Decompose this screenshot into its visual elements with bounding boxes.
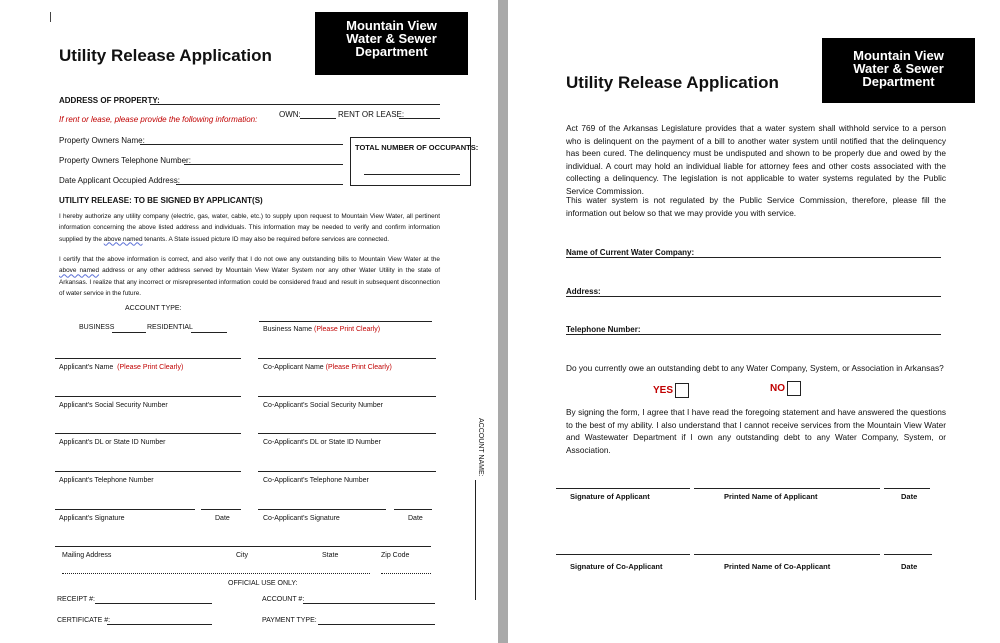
- mailing-label: Mailing Address: [62, 552, 112, 559]
- co-applicant-name-text: Co-Applicant Name: [263, 364, 324, 371]
- authorization-text-underlined: above named: [103, 235, 143, 243]
- business-label: BUSINESS: [79, 324, 115, 331]
- owners-phone-label: Property Owners Telephone Number:: [59, 156, 191, 165]
- print-clearly-note: (Please Print Clearly): [313, 326, 381, 333]
- co-signature-date-field[interactable]: [394, 509, 432, 510]
- address-label: Address:: [566, 287, 601, 296]
- debt-question: Do you currently owe an outstanding debt to any Water Company, System, or Association in Arkansas?: [566, 363, 944, 373]
- logo-line-2: Water & Sewer: [853, 61, 944, 76]
- co-dl-field[interactable]: [258, 433, 436, 434]
- payment-type-label: PAYMENT TYPE:: [262, 617, 317, 624]
- co-applicant-name-label: [263, 364, 392, 371]
- release-heading: UTILITY RELEASE: TO BE SIGNED BY APPLICANT(S): [59, 196, 263, 205]
- authorization-text-b: tenants. A State issued picture ID may also be required before services are connected.: [142, 235, 390, 243]
- owners-name-field[interactable]: [140, 144, 343, 145]
- business-name-text: Business Name: [263, 326, 313, 333]
- co-signature-date-label: Date: [408, 515, 423, 522]
- address-field[interactable]: [150, 104, 440, 105]
- owners-phone-field[interactable]: [184, 164, 343, 165]
- applicant-printed-name-field[interactable]: [694, 488, 880, 489]
- co-applicant-signature-label: Signature of Co-Applicant: [570, 562, 663, 571]
- signature-date-field[interactable]: [201, 509, 241, 510]
- phone-field[interactable]: [55, 471, 241, 472]
- state-label: State: [322, 552, 339, 559]
- applicant-signature-field[interactable]: [556, 488, 690, 489]
- occupants-label: TOTAL NUMBER OF OCCUPANTS:: [355, 143, 479, 152]
- account-name-label: ACCOUNT NAME:: [477, 418, 484, 477]
- department-logo: [315, 12, 468, 75]
- co-applicant-date-field[interactable]: [884, 554, 932, 555]
- telephone-field[interactable]: [566, 334, 941, 335]
- current-company-label: Name of Current Water Company:: [566, 248, 695, 257]
- dl-label: Applicant's DL or State ID Number: [59, 439, 166, 446]
- address-label: ADDRESS OF PROPERTY:: [59, 96, 160, 105]
- co-applicant-printed-name-field[interactable]: [694, 554, 880, 555]
- own-field[interactable]: [300, 118, 336, 119]
- co-signature-label: Co-Applicant's Signature: [263, 515, 340, 522]
- certification-text-b: address or any other address served by Mountain View Water System nor any other Water Utility in the state of Arkansas. I realize that any incorrect or misrepresented information could be considered fraud and result in subsequent disconnection of water service in the future.: [59, 267, 440, 297]
- signature-date-label: Date: [215, 515, 230, 522]
- applicant-name-field[interactable]: [55, 358, 241, 359]
- co-signature-field[interactable]: [258, 509, 386, 510]
- logo-line-2: Water & Sewer: [346, 31, 437, 46]
- page-title: Utility Release Application: [59, 46, 272, 65]
- text-cursor: [50, 12, 51, 22]
- account-number-label: ACCOUNT #:: [262, 596, 305, 603]
- certification-text-underlined: above named: [59, 267, 100, 275]
- co-applicant-printed-name-label: Printed Name of Co-Applicant: [724, 562, 831, 571]
- owners-name-label: Property Owners Name:: [59, 136, 145, 145]
- receipt-label: RECEIPT #:: [57, 596, 95, 603]
- co-phone-label: Co-Applicant's Telephone Number: [263, 477, 369, 484]
- certificate-label: CERTIFICATE #:: [57, 617, 111, 624]
- no-checkbox[interactable]: [787, 381, 801, 396]
- logo-line-3: Department: [862, 74, 935, 89]
- account-type-label: ACCOUNT TYPE:: [125, 305, 182, 312]
- no-option[interactable]: [770, 381, 801, 396]
- agreement-paragraph: By signing the form, I agree that I have read the foregoing statement and have answered the questions to the best of my ability. I also understand that I cannot receive services from the Mountain View Water and Wastewater Department if I own any outstanding debt to any Water Company, System, or Association.: [566, 407, 946, 455]
- official-use-label: OFFICIAL USE ONLY:: [228, 580, 298, 587]
- business-name-label: [263, 326, 380, 333]
- receipt-field[interactable]: [95, 603, 212, 604]
- mailing-address-field[interactable]: [62, 573, 370, 574]
- business-field[interactable]: [112, 332, 146, 333]
- co-applicant-signature-field[interactable]: [556, 554, 690, 555]
- telephone-label: Telephone Number:: [566, 325, 641, 334]
- legislation-paragraph: Act 769 of the Arkansas Legislature provides that a water system shall withhold service to a person who is delinquent on the payment of a bill to another water system until notified that the delinquency has been cured. The delinquency must be undisputed and shown to be properly due and owed by the individual. A court may hold an individual liable for attorney fees and other costs associated with the collecting a delinquency. The legislation is not applicable to water systems regulated by the Public Service Commission.: [566, 123, 946, 196]
- mailing-top-line: [55, 546, 431, 547]
- own-label: OWN:: [279, 110, 301, 119]
- occupants-box: [350, 137, 479, 186]
- applicant-name-text: Applicant's Name: [59, 364, 114, 371]
- yes-checkbox[interactable]: [675, 383, 689, 398]
- date-occupied-field[interactable]: [176, 184, 343, 185]
- regulation-paragraph: This water system is not regulated by the Public Service Commission, therefore, please fill the information out below so that we may provide you with service.: [566, 195, 946, 218]
- certification-text-a: I certify that the above information is correct, and also verify that I do not owe any outstanding bills to Mountain View Water at the: [59, 256, 440, 263]
- no-label: NO: [770, 383, 785, 395]
- co-ssn-field[interactable]: [258, 396, 436, 397]
- ssn-field[interactable]: [55, 396, 241, 397]
- date-occupied-label: Date Applicant Occupied Address:: [59, 176, 180, 185]
- payment-type-field[interactable]: [318, 624, 435, 625]
- form-page-1: [0, 0, 498, 643]
- business-name-field[interactable]: [259, 321, 432, 322]
- print-clearly-note: (Please Print Clearly): [325, 364, 392, 371]
- form-page-2: [508, 0, 1000, 643]
- applicant-name-label: [59, 364, 183, 371]
- co-applicant-date-label: Date: [901, 562, 918, 571]
- co-ssn-label: Co-Applicant's Social Security Number: [263, 402, 383, 409]
- rent-note: If rent or lease, please provide the following information:: [59, 115, 258, 124]
- rent-label: RENT OR LEASE:: [338, 110, 405, 119]
- authorization-paragraph: [59, 211, 440, 245]
- logo-line-3: Department: [355, 44, 428, 59]
- rent-field[interactable]: [399, 118, 440, 119]
- account-number-field[interactable]: [303, 603, 435, 604]
- department-logo: [822, 38, 975, 103]
- applicant-date-label: Date: [901, 492, 918, 501]
- co-applicant-name-field[interactable]: [258, 358, 436, 359]
- signature-label: Applicant's Signature: [59, 515, 125, 522]
- applicant-date-field[interactable]: [884, 488, 930, 489]
- yes-option[interactable]: [653, 383, 689, 398]
- address-field[interactable]: [566, 296, 941, 297]
- page-title: Utility Release Application: [566, 73, 779, 92]
- authorization-text-a: I hereby authorize any utility company (electric, gas, water, cable, etc.) to supply upon request to Mountain View Water, all pertinent information concerning the above listed address and individuals. This information may be needed to verify and confirm information supplied by the: [59, 213, 440, 243]
- phone-label: Applicant's Telephone Number: [59, 477, 154, 484]
- co-phone-field[interactable]: [258, 471, 436, 472]
- signature-field[interactable]: [55, 509, 195, 510]
- applicant-printed-name-label: Printed Name of Applicant: [724, 492, 818, 501]
- residential-label: RESIDENTIAL: [147, 324, 193, 331]
- account-name-field[interactable]: [475, 480, 476, 600]
- residential-field[interactable]: [191, 332, 227, 333]
- certification-paragraph: [59, 254, 440, 299]
- logo-line-1: Mountain View: [346, 18, 437, 33]
- applicant-signature-label: Signature of Applicant: [570, 492, 650, 501]
- co-dl-label: Co-Applicant's DL or State ID Number: [263, 439, 381, 446]
- zip-label: Zip Code: [381, 552, 410, 559]
- logo-line-1: Mountain View: [853, 48, 944, 63]
- print-clearly-note: (Please Print Clearly): [117, 364, 184, 371]
- occupants-field[interactable]: [364, 174, 460, 175]
- dl-field[interactable]: [55, 433, 241, 434]
- current-company-field[interactable]: [566, 257, 941, 258]
- certificate-field[interactable]: [107, 624, 212, 625]
- ssn-label: Applicant's Social Security Number: [59, 402, 168, 409]
- zip-field[interactable]: [381, 573, 431, 574]
- yes-label: YES: [653, 385, 674, 397]
- city-label: City: [236, 552, 249, 559]
